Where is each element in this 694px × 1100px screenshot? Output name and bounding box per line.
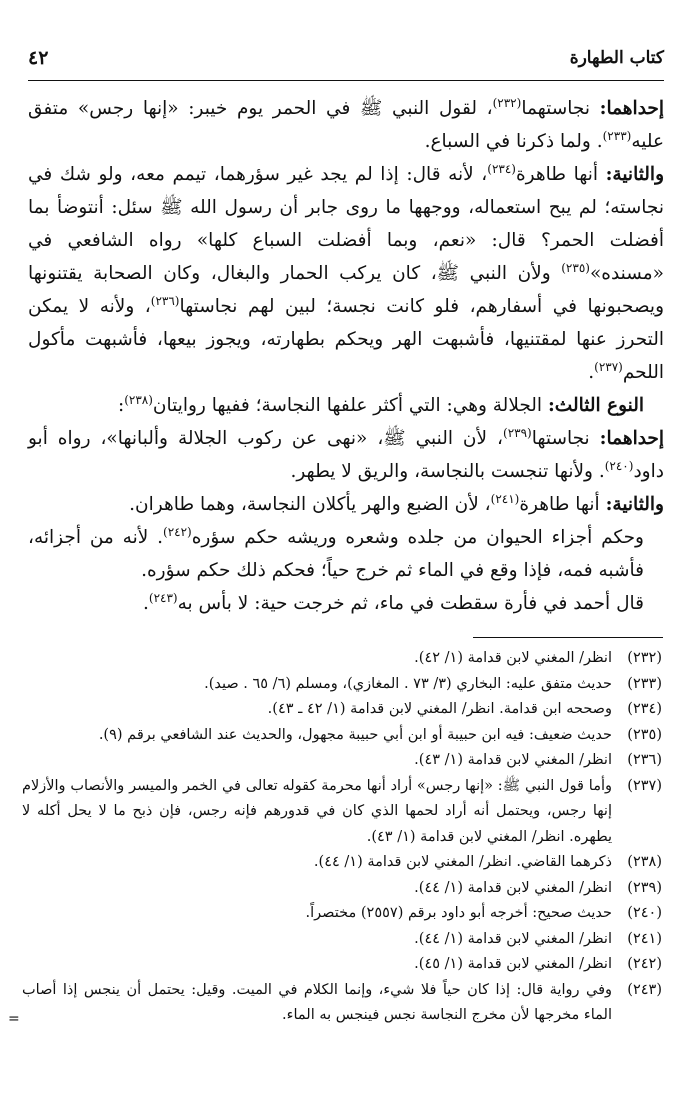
footnote-ref: (٢٣٦): [150, 293, 180, 308]
footnote-number: (٢٣٩): [627, 879, 662, 896]
footnote-number: (٢٣٥): [627, 726, 662, 743]
footnote-text: انظر/ المغني لابن قدامة (١/ ٤٢).: [414, 650, 612, 666]
footnote-ref: (٢٣٥): [561, 260, 590, 275]
footnote: [22, 646, 662, 672]
footnote-number: (٢٤٢): [627, 956, 662, 972]
paragraph-text: ، لأنه قال: إذا لم يجد غير سؤرهما، تيمم معه، ولو شك في نجاسته؛ لم يبح استعماله، ووجهها ما روى جابر أن رسول الله ﷺ سئل: أنتوضأ بما أفضلت الحمر؟ قال: «نعم، وبما أفضلت السباع كلها» رواه الشافعي في «مسنده»: [28, 164, 664, 284]
paragraph-label: إحداهما:: [599, 428, 664, 449]
paragraph-label: والثانية:: [605, 164, 665, 185]
footnote: [22, 723, 662, 749]
paragraph-second-narration: [28, 158, 664, 389]
main-text: [28, 92, 664, 620]
footnotes-section: [22, 646, 662, 1029]
book-title: كتاب الطهارة: [569, 48, 664, 68]
footnote-text: حديث ضعيف: فيه ابن حبيبة أو ابن أبي حبيبة مجهول، والحديث عند الشافعي برقم (٩).: [98, 726, 612, 743]
paragraph-label: النوع الثالث:: [547, 395, 644, 416]
paragraph-text: .: [143, 593, 149, 614]
footnote: [22, 927, 662, 953]
paragraph-label: إحداهما:: [599, 98, 664, 119]
paragraph-text: .: [588, 362, 595, 383]
footnote: [22, 901, 662, 927]
paragraph-text: ولأن النبي ﷺ، كان يركب الحمار والبغال، وكان الصحابة يقتنونها ويصحبونها في أسفارهم، فلو كانت نجسة؛ لبين لهم نجاستها: [28, 263, 665, 317]
paragraph-third-type: [28, 389, 664, 422]
footnote-ref: (٢٣٨): [124, 392, 153, 407]
paragraph-text: الجلالة وهي: التي أكثر علفها النجاسة؛ ففيها روايتان: [152, 395, 548, 416]
paragraph-ahmad-quote: [28, 587, 664, 620]
paragraph-text: :: [117, 395, 125, 416]
paragraph-text: ، ولأنه لا يمكن التحرز عنها لمقتنيها، فأشبهت الهر ويحكم بطهارته، ويجوز بيعها، فأشبهت مأكول اللحم: [28, 296, 664, 383]
running-header: [28, 38, 664, 78]
footnote-ref: (٢٣٣): [602, 128, 632, 143]
footnote-number: (٢٤١): [627, 930, 662, 947]
paragraph-text: ، لقول النبي ﷺ في الحمر يوم خيبر: «إنها رجس» متفق عليه: [28, 98, 664, 152]
paragraph-label: والثانية:: [605, 494, 664, 515]
footnote-number: (٢٣٤): [627, 701, 662, 717]
footnote: [22, 876, 662, 902]
footnote: [22, 697, 662, 723]
footnote-text: انظر/ المغني لابن قدامة (١/ ٤٤).: [414, 879, 612, 896]
footnote-text: وأما قول النبي ﷺ: «إنها رجس» أراد أنها محرمة كقوله تعالى في الخمر والميسر والأنصاب والأزلام إنها رجس، ويحتمل أنه أراد لحمها الذي كان في قدورهم فإنه رجس، فإن ذبح ما لا يحل أكله لا يطهره. انظر/ المغني لابن قدامة (١/ ٤٣).: [22, 777, 612, 845]
footnote-ref: (٢٣٢): [492, 95, 522, 110]
footnote-ref: (٢٤١): [490, 491, 520, 506]
footnote: [22, 850, 662, 876]
margin-mark: =: [8, 1011, 20, 1027]
paragraph-text: . ولما ذكرنا في السباع.: [424, 131, 603, 152]
footnote-text: ذكرهما القاضي. انظر/ المغني لابن قدامة (١/ ٤٤).: [313, 854, 612, 870]
footnote-number: (٢٣٣): [627, 675, 662, 692]
paragraph-text: ، لأن الضبع والهر يأكلان النجاسة، وهما طاهران.: [129, 494, 491, 515]
paragraph-text: قال أحمد في فأرة سقطت في ماء، ثم خرجت حية: لا بأس به: [177, 593, 644, 614]
paragraph-first-narration: [28, 92, 664, 158]
paragraph-text: . لأنه من أجزائه، فأشبه فمه، فإذا وقع في الماء ثم خرج حياً؛ فحكم ذلك حكم سؤره.: [28, 527, 644, 581]
footnote-ref: (٢٣٩): [503, 425, 532, 440]
footnote-number: (٢٣٦): [627, 752, 662, 768]
footnote-text: وفي رواية قال: إذا كان حياً فلا شيء، وإنما الكلام في الميت. وقيل: يحتمل أن ينجس إذا أصاب الماء مخرجها لأن مخرج النجاسة نجس فينجس به الماء.: [22, 981, 612, 1023]
footnote-number: (٢٣٨): [627, 854, 662, 870]
footnote-text: وصححه ابن قدامة. انظر/ المغني لابن قدامة (١/ ٤٢ ـ ٤٣).: [267, 701, 612, 717]
paragraph-text: أنها طاهرة: [515, 164, 606, 185]
footnote-ref: (٢٣٧): [594, 359, 623, 374]
footnote-text: حديث متفق عليه: البخاري (٣/ ٧٣ . المغازي)، ومسلم (٦/ ٦٥ . صيد).: [204, 675, 612, 692]
footnote-ref: (٢٤٣): [148, 590, 178, 605]
footnote-ref: (٢٤٠): [604, 458, 634, 473]
page-number: ٤٢: [28, 47, 49, 69]
paragraph-jallala-first: [28, 422, 664, 488]
footnote-divider: [473, 637, 663, 638]
header-divider: [28, 80, 664, 81]
paragraph-text: أنها طاهرة: [519, 494, 606, 515]
footnote-text: انظر/ المغني لابن قدامة (١/ ٤٥).: [414, 956, 612, 972]
paragraph-animal-parts: [28, 521, 664, 587]
paragraph-text: نجاستهما: [521, 98, 600, 119]
paragraph-jallala-second: [28, 488, 664, 521]
footnote: [22, 952, 662, 978]
footnote-number: (٢٤٠): [627, 905, 662, 921]
footnote: [22, 774, 662, 851]
footnote-number: (٢٤٣): [627, 981, 662, 998]
footnote-text: انظر/ المغني لابن قدامة (١/ ٤٣).: [414, 752, 612, 768]
paragraph-text: وحكم أجزاء الحيوان من جلده وشعره وريشه حكم سؤره: [191, 527, 644, 548]
footnote: [22, 672, 662, 698]
footnote-ref: (٢٤٢): [163, 524, 192, 539]
footnote-number: (٢٣٧): [627, 777, 662, 794]
footnote: [22, 748, 662, 774]
paragraph-text: ، لأن النبي ﷺ، «نهى عن ركوب الجلالة وألبانها»، رواه أبو داود: [28, 428, 664, 482]
footnote: [22, 978, 662, 1029]
footnote-text: انظر/ المغني لابن قدامة (١/ ٤٤).: [414, 930, 612, 947]
paragraph-text: نجاستها: [531, 428, 600, 449]
footnote-text: حديث صحيح: أخرجه أبو داود برقم (٢٥٥٧) مختصراً.: [305, 905, 612, 921]
paragraph-text: . ولأنها تنجست بالنجاسة، والريق لا يطهر.: [290, 461, 605, 482]
footnote-number: (٢٣٢): [627, 650, 662, 666]
footnote-ref: (٢٣٤): [487, 161, 516, 176]
